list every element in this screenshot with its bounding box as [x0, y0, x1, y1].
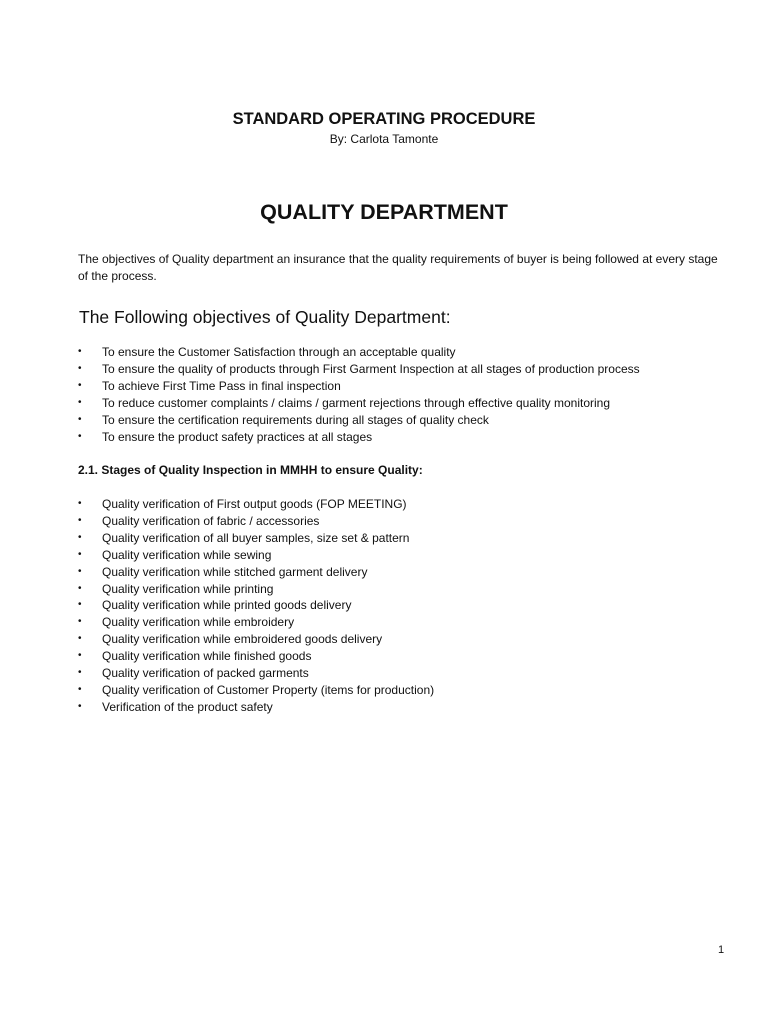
list-item-text: To ensure the certification requirements during all stages of quality check: [102, 412, 489, 427]
list-item-text: Quality verification of Customer Property (items for production): [102, 682, 435, 697]
list-item: [78, 614, 738, 631]
list-item: [78, 547, 738, 564]
list-item: [78, 581, 738, 598]
list-item-text: Quality verification while embroidery: [102, 615, 295, 630]
list-item: [78, 429, 738, 446]
list-item-text: Quality verification of First output goods (FOP MEETING): [102, 497, 407, 511]
list-item-text: Quality verification while printed goods delivery: [102, 598, 352, 613]
list-item-text: Quality verification while embroidered goods delivery: [102, 632, 383, 647]
list-item-text: To ensure the product safety practices at all stages: [102, 429, 373, 444]
list-item: [78, 496, 738, 513]
list-item-text: Quality verification of fabric / accessories: [102, 513, 320, 528]
list-item: [78, 648, 738, 665]
bullet-icon: •: [78, 565, 82, 577]
stages-list: [78, 496, 738, 716]
bullet-icon: •: [78, 616, 82, 628]
bullet-icon: •: [78, 498, 82, 509]
objectives-list: [78, 344, 738, 445]
list-item-text: Quality verification while printing: [102, 581, 274, 596]
bullet-icon: •: [78, 413, 82, 425]
stages-heading: 2.1. Stages of Quality Inspection in MMHH to ensure Quality:: [78, 463, 423, 477]
list-item: [78, 530, 738, 547]
bullet-icon: •: [78, 650, 82, 662]
list-item: [78, 361, 738, 378]
bullet-icon: •: [78, 379, 82, 391]
list-item-text: To reduce customer complaints / claims / garment rejections through effective quality monitoring: [102, 395, 611, 410]
list-item: [78, 682, 738, 699]
bullet-icon: •: [78, 531, 82, 543]
department-heading: QUALITY DEPARTMENT: [260, 200, 508, 224]
bullet-icon: •: [78, 396, 82, 408]
objectives-heading: The Following objectives of Quality Department:: [79, 307, 451, 327]
list-item-text: Quality verification while finished goods: [102, 649, 312, 664]
list-item: [78, 597, 738, 614]
bullet-icon: •: [78, 683, 82, 695]
document-author: By: Carlota Tamonte: [329, 132, 439, 146]
list-item: [78, 344, 738, 361]
bullet-icon: •: [78, 700, 82, 712]
intro-paragraph: The objectives of Quality department an insurance that the quality requirements of buyer is being followed at every stage of the process.: [78, 252, 718, 283]
list-item: [78, 631, 738, 648]
list-item-text: Verification of the product safety: [102, 699, 273, 714]
document-title: STANDARD OPERATING PROCEDURE: [232, 110, 536, 128]
bullet-icon: •: [78, 362, 82, 374]
list-item-text: To ensure the quality of products through First Garment Inspection at all stages of production process: [102, 361, 640, 376]
list-item-text: Quality verification while stitched garment delivery: [102, 564, 368, 579]
list-item-text: Quality verification of packed garments: [102, 666, 309, 681]
bullet-icon: •: [78, 667, 82, 679]
list-item-text: To achieve First Time Pass in final inspection: [102, 378, 341, 393]
bullet-icon: •: [78, 346, 82, 357]
bullet-icon: •: [78, 582, 82, 594]
list-item: [78, 395, 738, 412]
list-item: [78, 699, 738, 716]
list-item: [78, 665, 738, 682]
list-item-text: To ensure the Customer Satisfaction through an acceptable quality: [102, 345, 456, 359]
bullet-icon: •: [78, 430, 82, 442]
list-item: [78, 513, 738, 530]
bullet-icon: •: [78, 633, 82, 645]
bullet-icon: •: [78, 514, 82, 526]
list-item: [78, 378, 738, 395]
list-item: [78, 564, 738, 581]
bullet-icon: •: [78, 599, 82, 611]
page-number: 1: [718, 944, 725, 956]
list-item-text: Quality verification of all buyer samples, size set & pattern: [102, 530, 410, 545]
list-item: [78, 412, 738, 429]
bullet-icon: •: [78, 548, 82, 560]
list-item-text: Quality verification while sewing: [102, 547, 272, 562]
